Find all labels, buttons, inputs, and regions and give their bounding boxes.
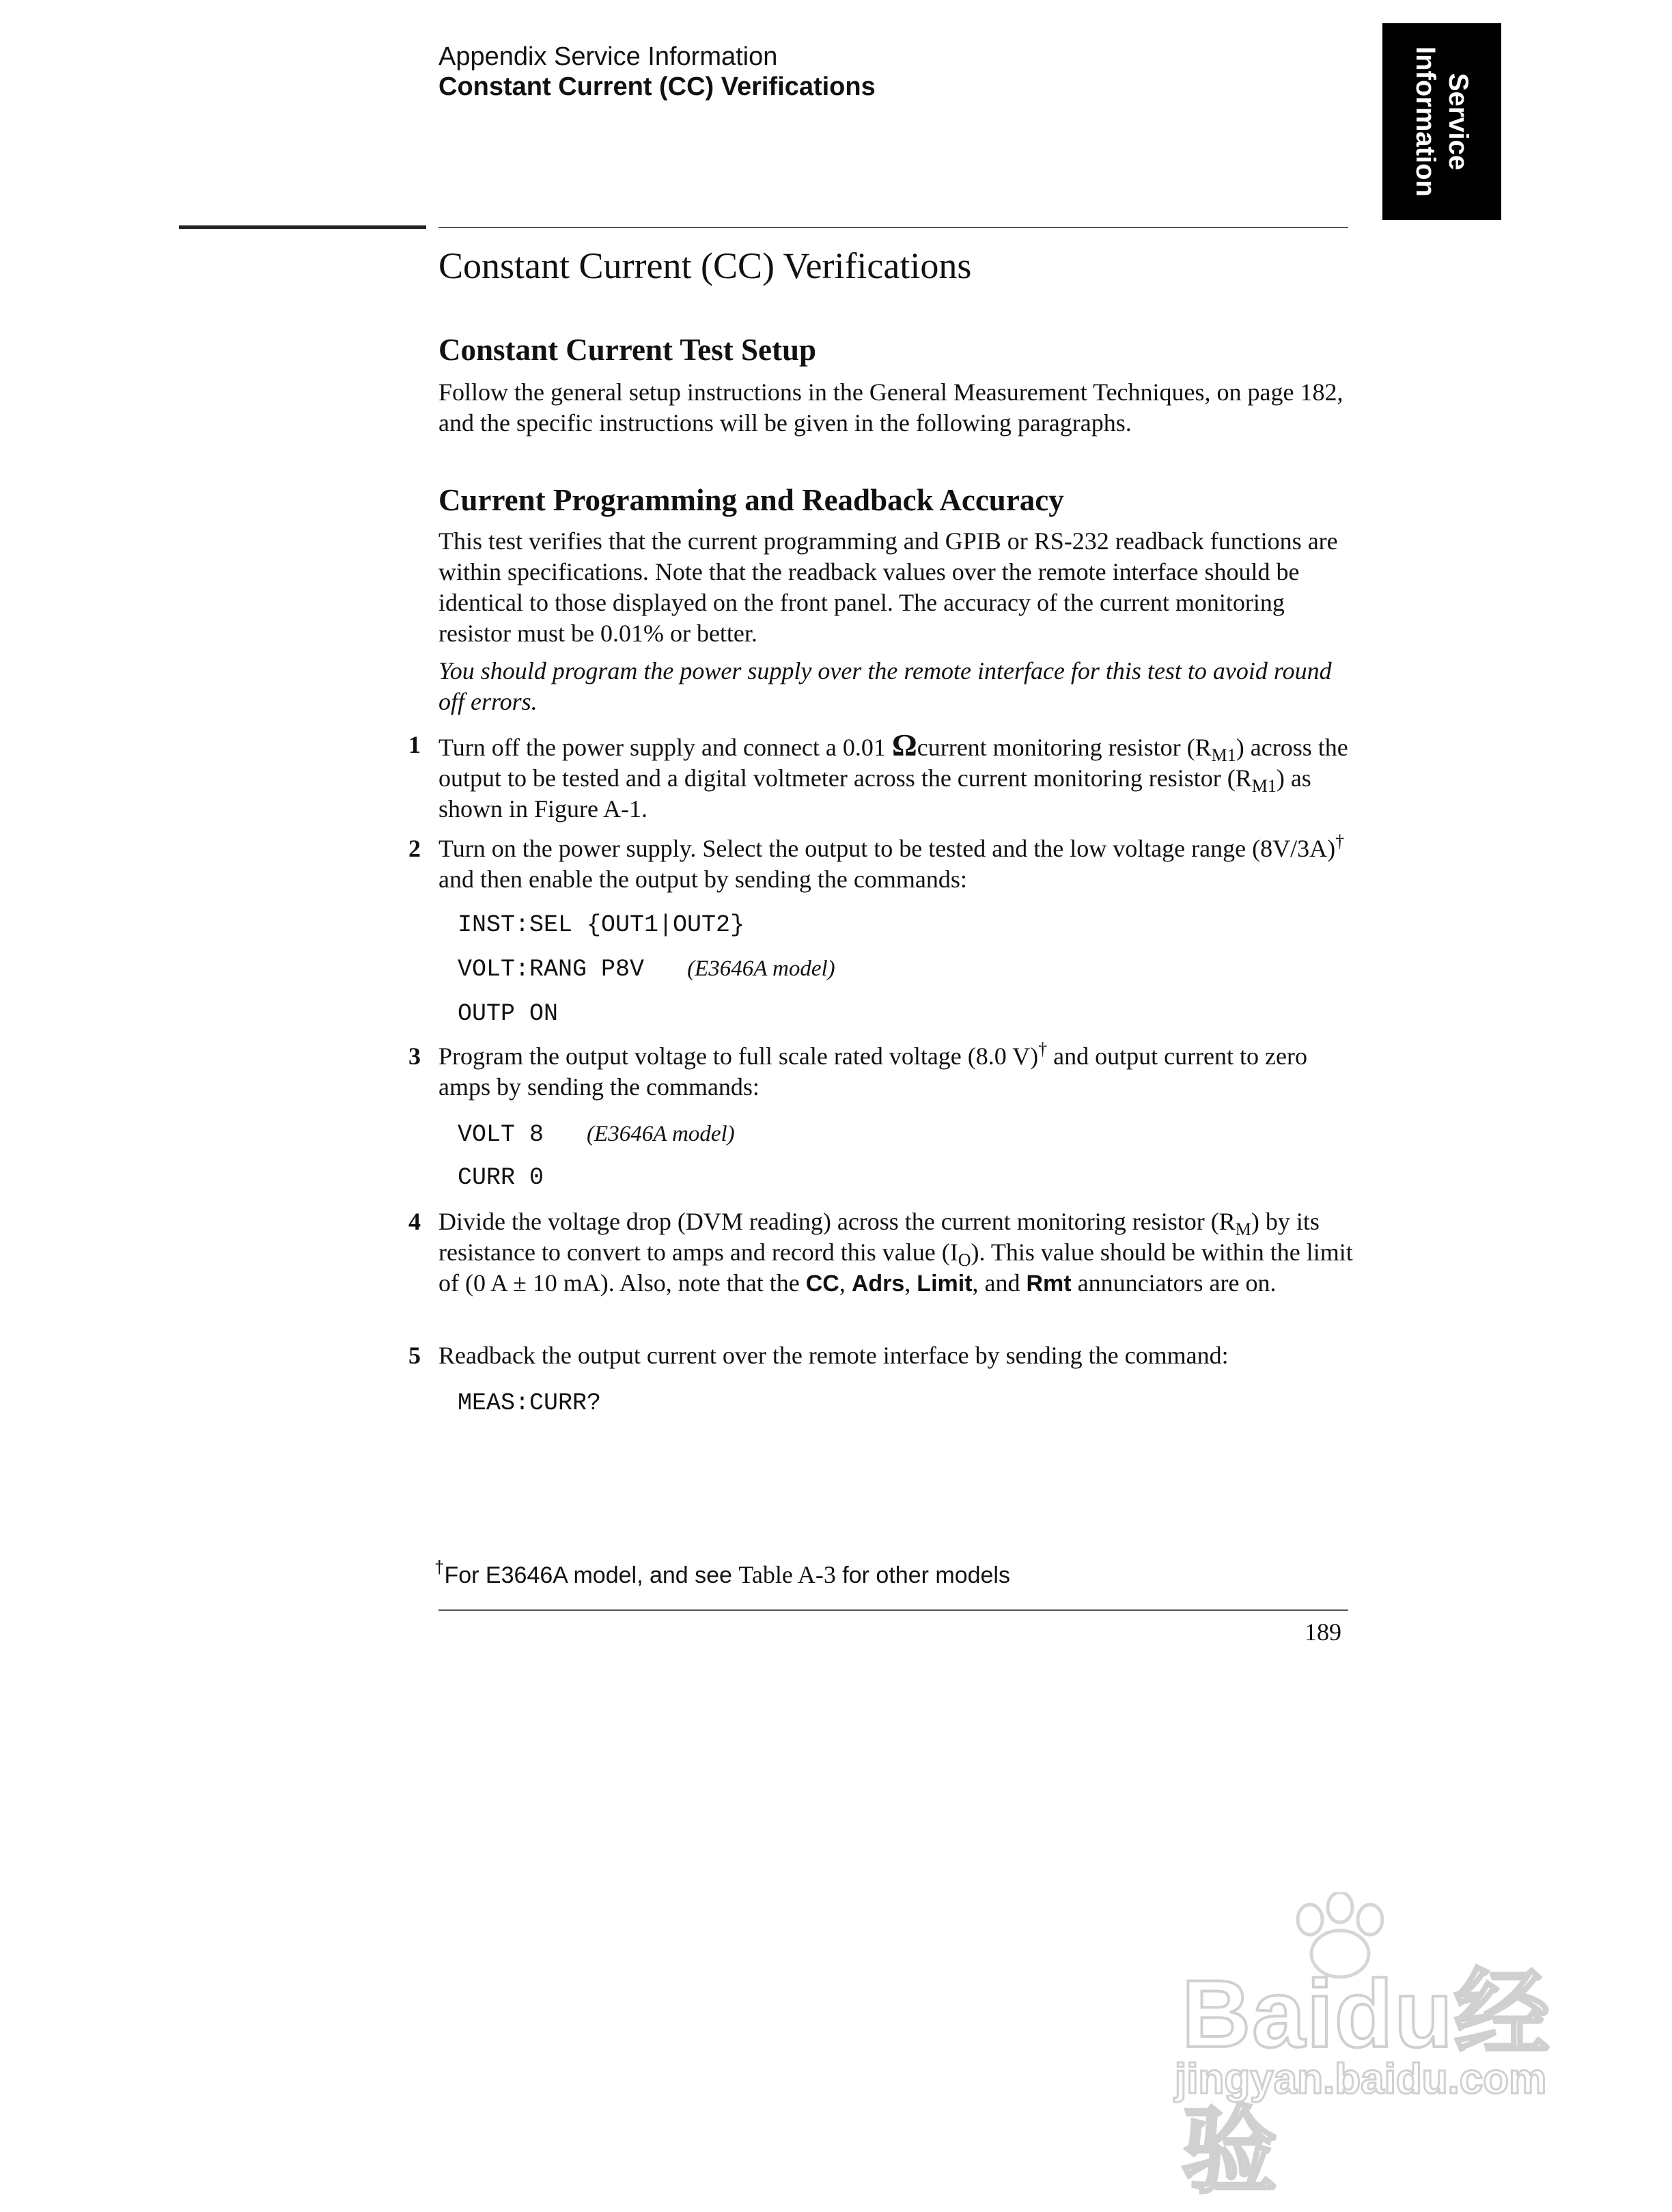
dagger-mark: † (1038, 1039, 1048, 1059)
footer-rule (438, 1609, 1348, 1611)
dagger-mark: † (434, 1557, 445, 1577)
ohm-symbol: Ω (891, 728, 917, 762)
step-number: 2 (408, 835, 421, 862)
accuracy-heading: Current Programming and Readback Accuracy (438, 483, 1064, 517)
setup-heading: Constant Current Test Setup (438, 333, 817, 367)
watermark-url: jingyan.baidu.com (1175, 2056, 1547, 2103)
setup-paragraph: Follow the general setup instructions in the General Measurement Techniques, on page 182, and the specific instructions will be given in the following paragraphs. (438, 378, 1343, 437)
side-tab (1382, 23, 1501, 220)
annunciator-adrs: Adrs (851, 1271, 905, 1297)
step-number: 5 (408, 1342, 421, 1369)
annunciator-cc: CC (805, 1271, 839, 1297)
dagger-mark: † (1335, 831, 1345, 851)
command-line: CURR 0 (458, 1164, 544, 1191)
table-reference: Table A-3 (738, 1561, 836, 1588)
accuracy-paragraph: This test verifies that the current programming and GPIB or RS-232 readback functions are within specifications. Note that the readback values over the remote interface should be identical to those displayed on the front panel. The accuracy of the current monitoring resistor must be 0.01% or better. (438, 527, 1338, 647)
annunciator-limit: Limit (917, 1271, 973, 1297)
header-rule (438, 227, 1348, 228)
accuracy-note: You should program the power supply over the remote interface for this test to avoid round off errors. (438, 657, 1332, 715)
command-note: (E3646A model) (687, 956, 835, 981)
command-line: MEAS:CURR? (458, 1390, 602, 1417)
command-line: OUTP ON (458, 1000, 559, 1027)
command-note: (E3646A model) (587, 1122, 735, 1146)
running-header-section: Appendix Service Information (438, 42, 778, 71)
page-number: 189 (1305, 1618, 1341, 1646)
baidu-watermark (1161, 1892, 1571, 2204)
side-tab-line2: Information (1410, 46, 1440, 197)
command-line: VOLT:RANG P8V (E3646A model) (458, 956, 835, 983)
step-text: Readback the output current over the remote interface by sending the command: (438, 1342, 1229, 1369)
command-line: VOLT 8 (E3646A model) (458, 1121, 735, 1148)
running-header-title: Constant Current (CC) Verifications (438, 72, 876, 101)
watermark-brand: Baidu经验 (1182, 1960, 1551, 2204)
step-number: 3 (408, 1042, 421, 1070)
header-rule-left (179, 225, 426, 229)
side-tab-label (1409, 46, 1475, 197)
page-title: Constant Current (CC) Verifications (438, 245, 972, 286)
step-text: Turn on the power supply. Select the output to be tested and the low voltage range (8V/3A)† and then enable the output by sending the commands: (438, 831, 1345, 893)
step-number: 4 (408, 1208, 421, 1235)
command-line: INST:SEL {OUT1|OUT2} (458, 911, 745, 939)
footnote: †For E3646A model, and see Table A-3 for other models (434, 1557, 1010, 1588)
step-text: Divide the voltage drop (DVM reading) across the current monitoring resistor $(R_M)$ by its resistance to convert to amps and record this value $(I_O)$. This value should be within the limit of (0 A ± 10 mA). Also, note that the CC, Adrs, Limit, and Rmt annunciators are on. (438, 1208, 1353, 1297)
step-number: 1 (408, 731, 421, 758)
step-text: Turn off the power supply and connect a 0.01 Ωcurrent monitoring resistor $(R_{M1})$ across the output to be tested and a digital voltmeter across the current monitoring resistor $(R_{M1})$ as shown in Figure A-1. (438, 728, 1348, 822)
side-tab-line1: Service (1443, 72, 1473, 171)
annunciator-rmt: Rmt (1026, 1271, 1072, 1297)
step-text: Program the output voltage to full scale rated voltage (8.0 V)† and output current to zero amps by sending the commands: (438, 1039, 1307, 1101)
